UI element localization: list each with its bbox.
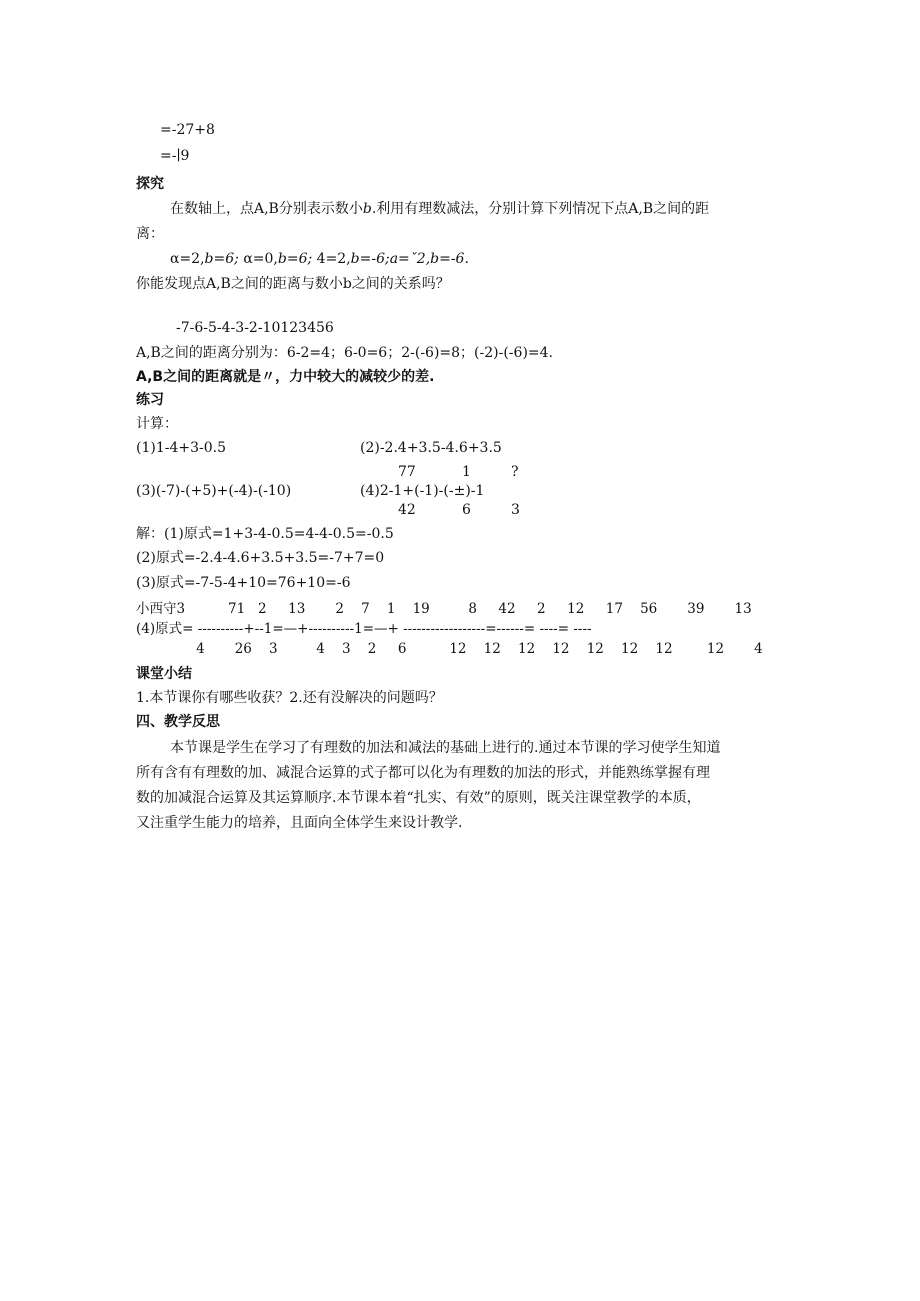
solution-3: (3)原式=-7-5-4+10=76+10=-6 — [136, 575, 351, 591]
reflection-line: 本节课是学生在学习了有理数的加法和减法的基础上进行的.通过本节课的学习使学生知道 — [170, 740, 721, 756]
problem-2: (2)-2.4+3.5-4.6+3.5 — [360, 440, 502, 456]
problem-3: (3)(-7)-(+5)+(-4)-(-10) — [136, 483, 292, 499]
text-span: α=0, — [243, 251, 278, 267]
text-span: 4=2, — [316, 251, 351, 267]
section-heading-summary: 课堂小结 — [136, 666, 192, 682]
question-line: 你能发现点A,B之间的距离与数小b之间的关系吗？ — [136, 276, 450, 292]
fraction-denominator: 3 — [511, 502, 520, 518]
calc-label: 计算： — [136, 416, 178, 432]
fraction-numerator: 77 — [398, 464, 416, 480]
paragraph-line — [170, 199, 709, 219]
conclusion-line: A,B之间的距离就是〃，力中较大的减较少的差. — [136, 369, 435, 385]
solution-4-line: (4)原式= ----------+--1=—+----------1=—+ ------------------=------= ----= ---- — [136, 621, 592, 637]
solution-4-numerators: 小西守3 71 2 13 2 7 1 19 8 42 2 12 17 56 39 13 — [136, 601, 752, 617]
summary-text: 1.本节课你有哪些收获？2.还有没解决的问题吗？ — [136, 690, 443, 706]
fraction-numerator: ? — [511, 464, 519, 480]
reflection-line: 又注重学生能力的培养，且面向全体学生来设计教学. — [136, 815, 463, 831]
fraction-denominator: 42 — [398, 502, 416, 518]
text-span: ˇ2,b=-6. — [409, 251, 469, 267]
reflection-line: 数的加减混合运算及其运算顺序.本节课本着“扎实、有效”的原则，既关注课堂教学的本质， — [136, 790, 701, 806]
text-span: b. — [362, 201, 377, 217]
equation-line: =-∣9 — [160, 148, 190, 164]
text-span: b=-6;a= — [350, 251, 410, 267]
text-span: 在数轴上，点A,B分别表示数小 — [170, 201, 363, 217]
equation-line: =-27+8 — [160, 122, 215, 138]
text-span: b=6; — [277, 251, 313, 267]
section-heading-reflection: 四、教学反思 — [136, 714, 220, 730]
reflection-line: 所有含有有理数的加、减混合运算的式子都可以化为有理数的加法的形式，并能熟练掌握有理 — [136, 765, 710, 781]
section-heading-explore: 探究 — [136, 176, 164, 192]
cases-line — [170, 249, 469, 269]
problem-4: (4)2-1+(-1)-(-±)-1 — [360, 483, 485, 499]
text-span: α=2, — [170, 251, 205, 267]
fraction-denominator: 6 — [462, 502, 471, 518]
distance-line: A,B之间的距离分别为：6-2=4；6-0=6；2-(-6)=8；(-2)-(-6)=4. — [136, 345, 553, 361]
solution-2: (2)原式=-2.4-4.6+3.5+3.5=-7+7=0 — [136, 550, 385, 566]
text-span: b=6; — [204, 251, 239, 267]
text-span: 利用有理数减法，分别计算下列情况下点A,B之间的距 — [376, 201, 710, 217]
section-heading-practice: 练习 — [136, 392, 164, 408]
solution-1: 解：(1)原式=1+3-4-0.5=4-4-0.5=-0.5 — [136, 526, 394, 542]
number-line-labels: -7-6-5-4-3-2-10123456 — [176, 320, 334, 336]
problem-1: (1)1-4+3-0.5 — [136, 440, 227, 456]
solution-4-denominators: 4 26 3 4 3 2 6 12 12 12 12 12 12 12 12 4 — [136, 641, 763, 657]
paragraph-line: 离： — [136, 226, 164, 242]
fraction-numerator: 1 — [462, 464, 471, 480]
